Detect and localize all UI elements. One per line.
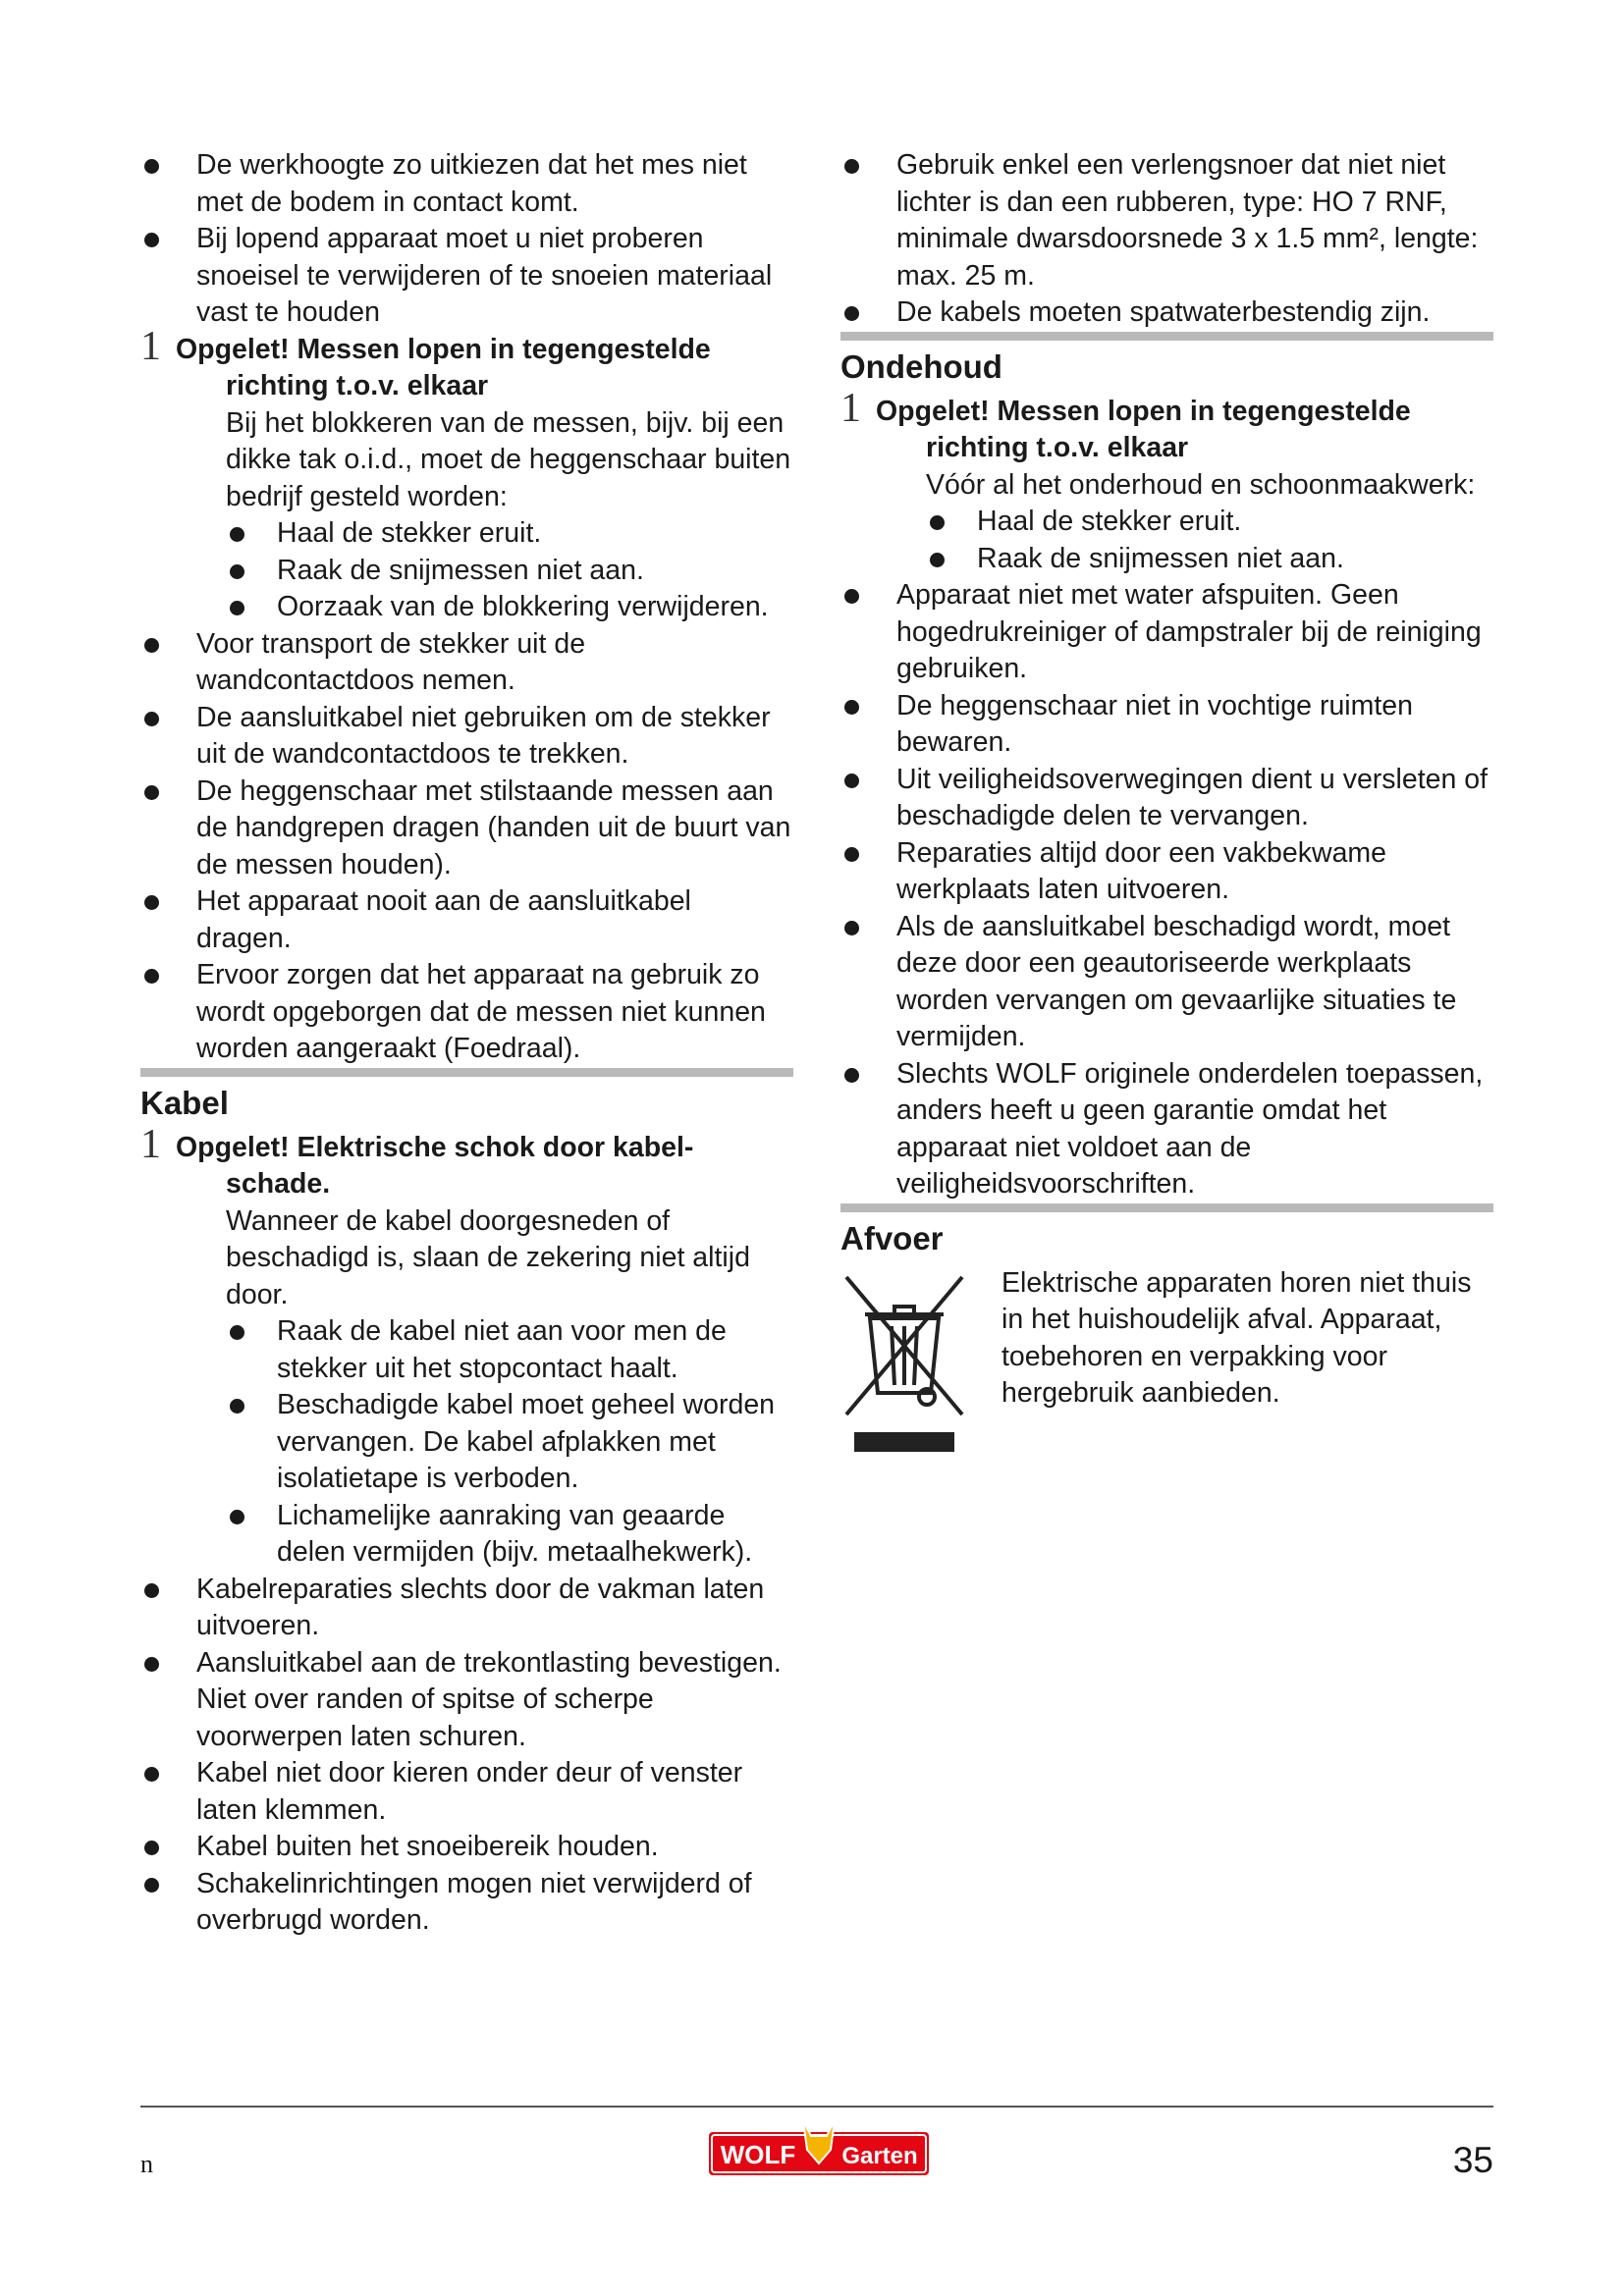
warning-block [840, 385, 1493, 578]
list-item: De kabels moeten spatwaterbestendig zijn. [840, 294, 1493, 332]
right-column [840, 147, 1493, 1462]
list-item: Haal de stekker eruit. [926, 504, 1493, 541]
list-item: De heggenschaar niet in vochtige ruimten bewaren. [840, 688, 1493, 762]
warning-icon: 1 [140, 323, 161, 369]
logo-text-right: Garten [841, 2143, 918, 2169]
warning-body: Bij het blokkeren van de messen, bijv. bij een dikke tak o.i.d., moet de heggenschaar buiten bedrijf gesteld worden: Haal de stekker eruit. Raak de snijmessen niet aan. Oorzaak van de blokkering verwijderen. [176, 405, 793, 626]
section-divider [140, 1068, 793, 1077]
list-item: Beschadigde kabel moet geheel worden vervangen. De kabel afplakken met isolatietape is verboden. [226, 1387, 793, 1498]
section-kabel [140, 1068, 793, 1126]
warning-title: Opgelet! Messen lopen in tegengestelde richting t.o.v. elkaar [176, 333, 711, 401]
section-title: Ondehoud [840, 347, 1002, 385]
list-item: Schakelinrichtingen mogen niet verwijderd of overbrugd worden. [140, 1866, 793, 1940]
warning-block [140, 1121, 793, 1572]
list-item: Apparaat niet met water afspuiten. Geen hogedrukreiniger of dampstraler bij de reiniging gebruiken. [840, 577, 1493, 688]
list-item: Raak de kabel niet aan voor men de stekker uit het stopcontact haalt. [226, 1313, 793, 1387]
list-item: Als de aansluitkabel beschadigd wordt, moet deze door een geautoriseerde werkplaats worden vervangen om gevaarlijke situaties te vermijden. [840, 909, 1493, 1056]
list-item: Het apparaat nooit aan de aansluitkabel dragen. [140, 883, 793, 957]
list-item: De werkhoogte zo uitkiezen dat het mes niet met de bodem in contact komt. [140, 147, 793, 221]
section-afvoer [840, 1203, 1493, 1261]
list-item: De aansluitkabel niet gebruiken om de stekker uit de wandcontactdoos te trekken. [140, 700, 793, 774]
list-item: Raak de snijmessen niet aan. [926, 541, 1493, 578]
page-number: 35 [1452, 2140, 1493, 2180]
list-item: Kabel niet door kieren onder deur of venster laten klemmen. [140, 1755, 793, 1829]
list-item: Kabelreparaties slechts door de vakman laten uitvoeren. [140, 1572, 793, 1645]
list-item: Raak de snijmessen niet aan. [226, 553, 793, 590]
footer-divider [140, 2106, 1493, 2108]
list-item: Lichamelijke aanraking van geaarde delen vermijden (bijv. metaalhekwerk). [226, 1498, 793, 1572]
warning-icon: 1 [840, 385, 861, 431]
afvoer-text: Elektrische apparaten horen niet thuis in het huishoudelijk afval. Apparaat, toebehoren en verpakking voor hergebruik aanbieden. [1001, 1266, 1472, 1409]
list-item: Aansluitkabel aan de trekontlasting bevestigen. Niet over randen of spitse of scherpe voorwerpen laten schuren. [140, 1645, 793, 1756]
left-column [140, 147, 793, 1940]
list-item: Ervoor zorgen dat het apparaat na gebruik zo wordt opgeborgen dat de messen niet kunnen worden aangeraakt (Foedraal). [140, 957, 793, 1068]
list-item: Haal de stekker eruit. [226, 515, 793, 553]
list-item: Gebruik enkel een verlengsnoer dat niet niet lichter is dan een rubberen, type: HO 7 RNF, minimale dwarsdoorsnede 3 x 1.5 mm², lengte: max. 25 m. [840, 147, 1493, 294]
list-item: Bij lopend apparaat moet u niet proberen snoeisel te verwijderen of te snoeien materiaal vast te houden [140, 221, 793, 332]
warning-body: Wanneer de kabel doorgesneden of beschadigd is, slaan de zekering niet altijd door. Raak de kabel niet aan voor men de stekker uit het stopcontact haalt. Beschadigde kabel moet geheel worden vervangen. De kabel afplakken met isolatietape is verboden. Lichamelijke aanraking van geaarde delen vermijden (bijv. metaalhekwerk). [176, 1203, 793, 1572]
weee-crossed-bin-icon [840, 1267, 968, 1454]
list-item: Kabel buiten het snoeibereik houden. [140, 1829, 793, 1866]
list-item: Oorzaak van de blokkering verwijderen. [226, 589, 793, 626]
section-divider [840, 1203, 1493, 1212]
warning-body: Vóór al het onderhoud en schoonmaakwerk: Haal de stekker eruit. Raak de snijmessen niet aan. [876, 467, 1493, 578]
warning-icon: 1 [140, 1121, 161, 1167]
section-divider [840, 332, 1493, 341]
list-item: Slechts WOLF originele onderdelen toepassen, anders heeft u geen garantie omdat het apparaat niet voldoet aan de veiligheidsvoorschriften. [840, 1056, 1493, 1203]
section-title: Afvoer [840, 1219, 944, 1256]
list-item: Voor transport de stekker uit de wandcontactdoos nemen. [140, 626, 793, 700]
warning-title: Opgelet! Elektrische schok door kabel- schade. [176, 1131, 694, 1200]
section-ondehoud [840, 332, 1493, 390]
warning-block [140, 323, 793, 626]
warning-title: Opgelet! Messen lopen in tegengestelde richting t.o.v. elkaar [876, 395, 1411, 463]
list-item: De heggenschaar met stilstaande messen aan de handgrepen dragen (handen uit de buurt van de messen houden). [140, 774, 793, 884]
afvoer-block [840, 1265, 1493, 1462]
language-code: n [140, 2150, 153, 2178]
list-item: Uit veiligheidsoverwegingen dient u versleten of beschadigde delen te vervangen. [840, 762, 1493, 835]
list-item: Reparaties altijd door een vakbekwame werkplaats laten uitvoeren. [840, 835, 1493, 909]
wolf-garten-logo [707, 2110, 931, 2179]
section-title: Kabel [140, 1084, 229, 1121]
logo-text-left: WOLF [720, 2140, 796, 2169]
